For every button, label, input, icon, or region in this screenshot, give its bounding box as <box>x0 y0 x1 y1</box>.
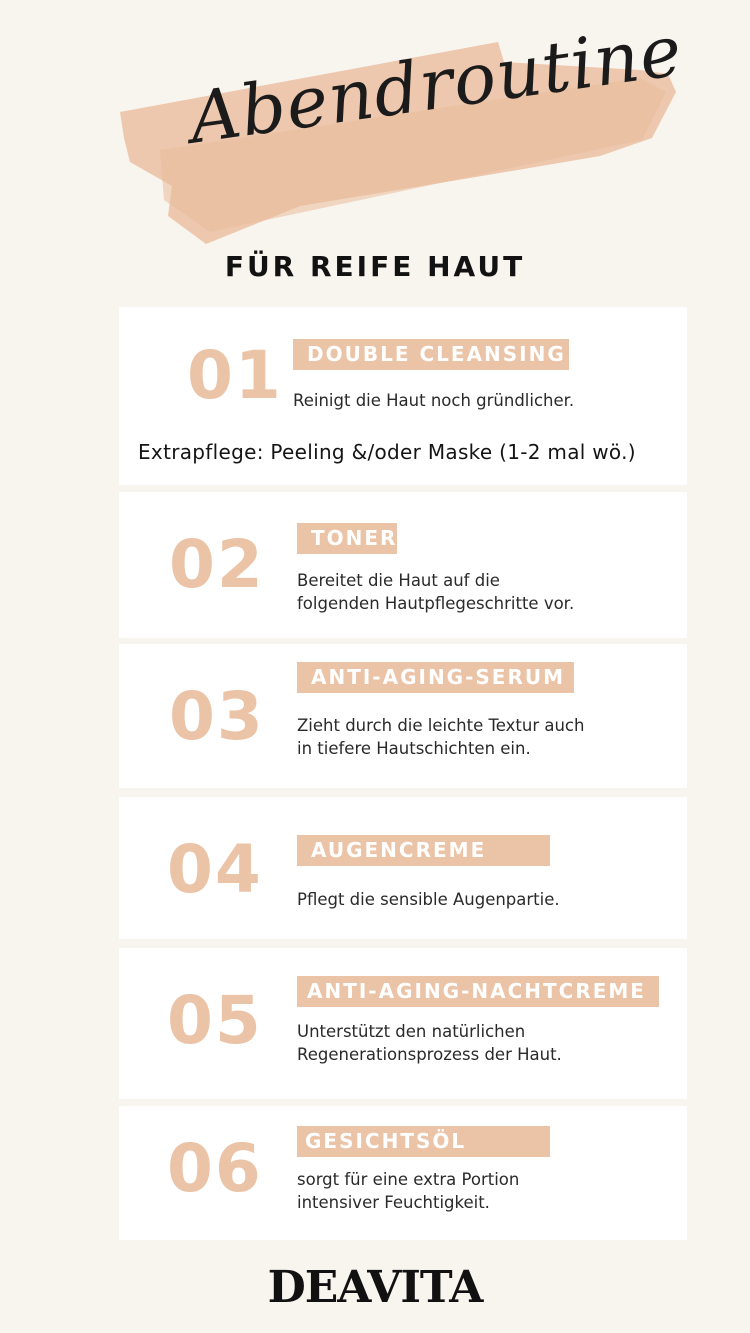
step-description: Pflegt die sensible Augenpartie. <box>297 890 560 909</box>
step-title: ANTI-AGING-NACHTCREME <box>297 976 659 1007</box>
step-description: Reinigt die Haut noch gründlicher. <box>293 391 575 410</box>
step-number: 06 <box>167 1130 263 1207</box>
step-card-02 <box>119 492 687 638</box>
step-description: in tiefere Hautschichten ein. <box>297 739 531 758</box>
step-card-06 <box>119 1106 687 1240</box>
step-description: folgenden Hautpflegeschritte vor. <box>297 594 575 613</box>
step-description: sorgt für eine extra Portion <box>297 1170 520 1189</box>
step-number: 01 <box>187 337 283 414</box>
step-title: GESICHTSÖL <box>297 1126 550 1157</box>
extra-care-note: Extrapflege: Peeling &/oder Maske (1-2 mal wö.) <box>138 440 636 464</box>
header <box>0 0 750 300</box>
step-card-05 <box>119 948 687 1099</box>
page-title: Abendroutine <box>184 9 688 160</box>
page-subtitle: FÜR REIFE HAUT <box>224 250 526 283</box>
step-number: 03 <box>169 678 265 755</box>
step-description: intensiver Feuchtigkeit. <box>297 1193 490 1212</box>
step-description: Unterstützt den natürlichen <box>297 1022 526 1041</box>
step-description: Bereitet die Haut auf die <box>297 571 500 590</box>
step-title: TONER <box>297 523 397 554</box>
step-title: DOUBLE CLEANSING <box>293 339 569 370</box>
step-number: 04 <box>167 831 263 908</box>
step-card-03 <box>119 644 687 788</box>
step-number: 02 <box>169 526 265 603</box>
step-title: ANTI-AGING-SERUM <box>297 662 574 693</box>
step-description: Regenerationsprozess der Haut. <box>297 1045 562 1064</box>
brand-logo: DEAVITA <box>267 1262 483 1313</box>
step-number: 05 <box>167 982 263 1059</box>
step-card-04 <box>119 797 687 939</box>
step-title: AUGENCREME <box>297 835 550 866</box>
step-description: Zieht durch die leichte Textur auch <box>297 716 585 735</box>
